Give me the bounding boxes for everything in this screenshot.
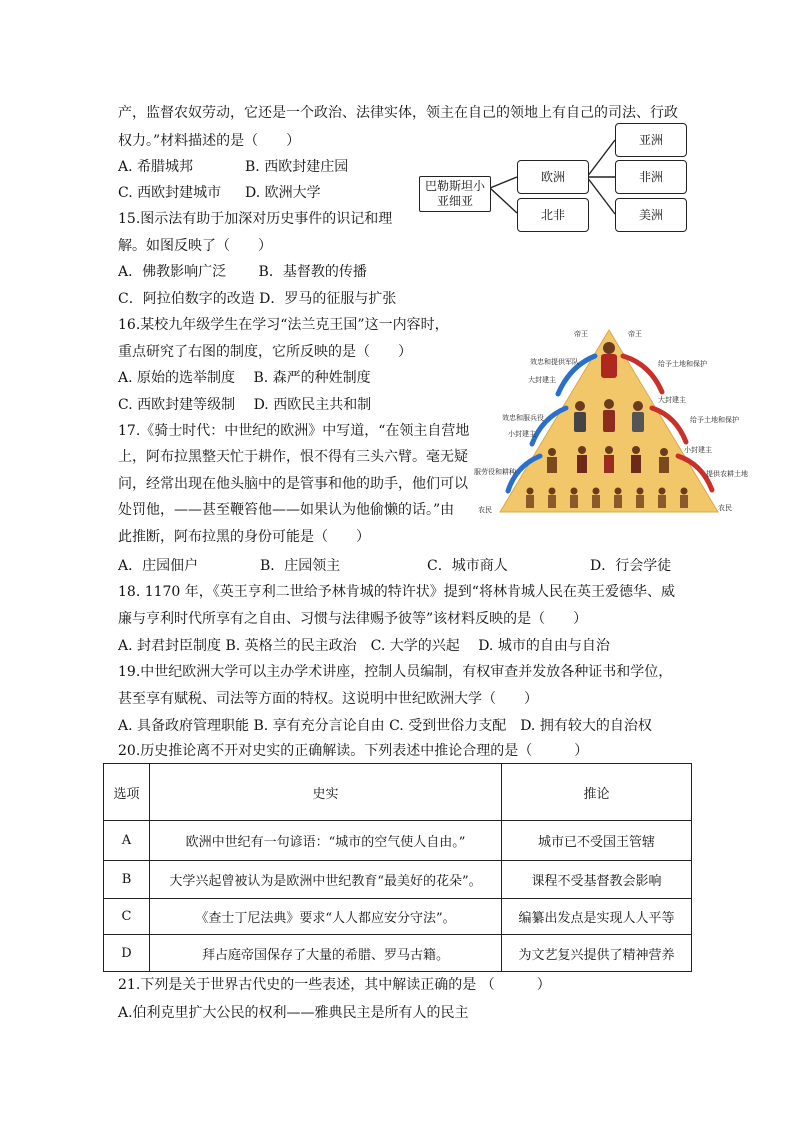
feudal-pyramid-image [470,326,748,518]
table-header: 推论 [502,764,692,821]
option: C．城市商人 [427,558,508,574]
table-cell: 为文艺复兴提供了精神营养 [502,935,692,972]
diagram-box-america: 美洲 [615,198,687,232]
table-row [104,899,692,935]
pyr-note-l-bot: 服劳役和耕种 [474,468,516,476]
pyr-note-r-bot: 提供农耕土地 [706,470,748,478]
option: A.伯利克里扩大公民的权利——雅典民主是所有人的民主 [118,1005,469,1021]
table-row [104,821,692,861]
option: A．佛教影响广泛 B．基督教的传播 [118,264,367,280]
question-21: 21.下列是关于世界古代史的一些表述，其中解读正确的是 （ ） [118,977,551,993]
question-17: 17.《骑士时代：中世纪的欧洲》中写道，“在领主自营地 [118,423,470,439]
table-cell: 城市已不受国王管辖 [502,821,692,861]
option: A. 希腊城邦 [118,159,194,175]
option: A. 具备政府管理职能 B. 享有充分言论自由 C. 受到世俗力支配 D. 拥有较大的自治权 [118,718,652,734]
pyr-label-emperor: 帝王 [574,330,588,338]
text-line: 权力。”材料描述的是（ ） [118,133,301,149]
table-cell: 欧洲中世纪有一句谚语：“城市的空气使人自由。” [150,821,502,861]
pyr-label-peasant-r: 农民 [718,504,732,512]
option: A．庄园佃户 [118,558,199,574]
pyr-note-r-mid: 给予土地和保护 [690,416,739,424]
table-row [104,861,692,899]
diagram-box-north-africa: 北非 [517,198,589,232]
text-line: 甚至享有赋税、司法等方面的特权。这说明中世纪欧洲大学（ ） [118,691,538,707]
pyr-note-l-mid: 效忠和服兵役 [502,414,544,422]
diagram-box-africa: 非洲 [615,160,687,194]
pyr-label-small-lord-r: 小封建主 [684,446,712,454]
question-19: 19.中世纪欧洲大学可以主办学术讲座，控制人员编制，有权审查并发放各种证书和学位， [118,664,673,680]
table-cell: C [104,899,150,935]
question-16: 16.某校九年级学生在学习“法兰克王国”这一内容时， [118,317,449,333]
question-18: 18. 1170 年，《英王亨利二世给予林肯城的特许状》提到“将林肯城人民在英王爱德华、威 [118,584,675,600]
q20-table [103,763,692,972]
table-cell: 拜占庭帝国保存了大量的希腊、罗马古籍。 [150,935,502,972]
diagram-box-asia: 亚洲 [615,123,687,157]
text-line: 廉与亨利时代所享有之自由、习惯与法律赐予彼等”该材料反映的是（ ） [118,611,588,627]
pyr-label-big-lord-l: 大封建主 [528,376,556,384]
pyr-label-big-lord-r: 大封建主 [658,396,686,404]
text-line: 解。如图反映了（ ） [118,238,272,254]
text-line: 产，监督农奴劳动，它还是一个政治、法律实体，领主在自己的领地上有自己的司法、行政 [118,105,678,121]
table-header: 史实 [150,764,502,821]
table-cell: D [104,935,150,972]
text-line: 上，阿布拉黑整天忙于耕作，恨不得有三头六臂。毫无疑 [118,449,468,465]
text-line: 重点研究了右图的制度，它所反映的是（ ） [118,344,412,360]
table-cell: 课程不受基督教会影响 [502,861,692,899]
pyr-note-l-top: 效忠和提供军队 [530,358,579,366]
option: D．行会学徒 [590,558,672,574]
question-20: 20.历史推论离不开对史实的正确解读。下列表述中推论合理的是（ ） [118,743,589,759]
option: B. 西欧封建庄园 [245,159,349,175]
table-cell: B [104,861,150,899]
option: C. 西欧封建等级制 D. 西欧民主共和制 [118,397,372,413]
option: A. 封君封臣制度 B. 英格兰的民主政治 C. 大学的兴起 D. 城市的自由与自治 [118,638,610,654]
question-15: 15.图示法有助于加深对历史事件的识记和理 [118,211,393,227]
option: C. 西欧封建城市 [118,185,222,201]
table-row [104,935,692,972]
pyr-note-r-top: 给予土地和保护 [658,360,707,368]
table-cell: A [104,821,150,861]
pyr-label-small-lord-l: 小封建主 [508,430,536,438]
table-cell: 《查士丁尼法典》要求“人人都应安分守法”。 [150,899,502,935]
diagram-box-palestine: 巴勒斯坦小亚细亚 [419,176,491,212]
option: A. 原始的选举制度 B. 森严的种姓制度 [118,370,371,386]
table-cell: 编纂出发点是实现人人平等 [502,899,692,935]
table-header: 选项 [104,764,150,821]
pyr-label-peasant-l: 农民 [478,506,492,514]
option: B．庄园领主 [260,558,341,574]
text-line: 此推断，阿布拉黑的身份可能是（ ） [118,529,370,545]
option: C．阿拉伯数字的改造 D．罗马的征服与扩张 [118,291,397,307]
diagram-box-europe: 欧洲 [517,160,589,194]
text-line: 处罚他，——甚至鞭笞他——如果认为他偷懒的话。”由 [118,502,455,518]
pyr-label-emperor-r: 帝王 [628,330,642,338]
option: D. 欧洲大学 [245,185,321,201]
table-cell: 大学兴起曾被认为是欧洲中世纪教育“最美好的花朵”。 [150,861,502,899]
text-line: 问，经常出现在他头脑中的是管事和他的助手，他们可以 [118,476,468,492]
